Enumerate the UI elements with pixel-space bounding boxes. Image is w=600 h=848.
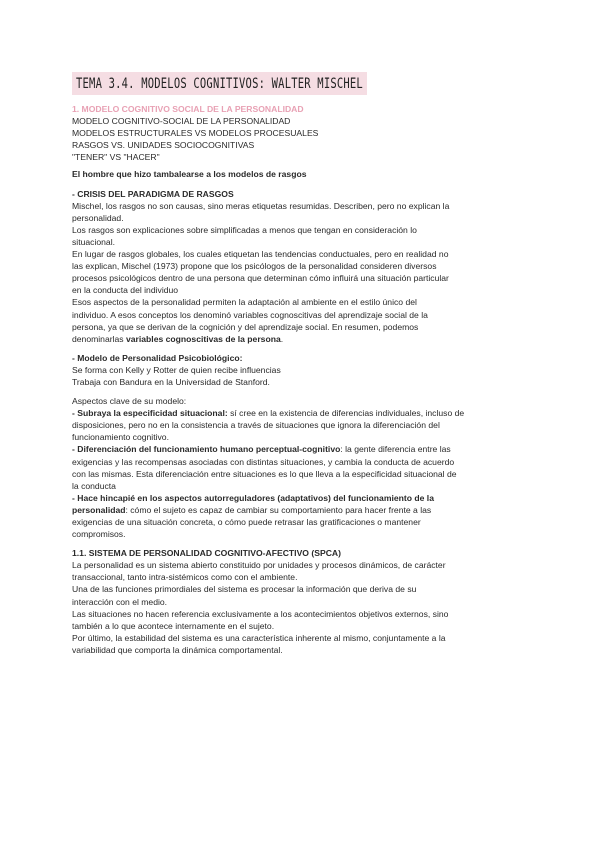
crisis-line: personalidad. — [72, 212, 124, 223]
crisis-text: denominarlas — [72, 333, 126, 344]
aspecto-text: sí cree en la existencia de diferencias individuales, incluso de — [227, 408, 465, 419]
aspecto-text: : cómo el sujeto es capaz de cambiar su comportamiento para hacer frente a las — [125, 504, 432, 515]
spca-line: variabilidad que comporta la dinámica comportamental. — [72, 644, 283, 655]
section-subtitle: El hombre que hizo tambalearse a los modelos de rasgos — [72, 169, 307, 180]
crisis-line — [72, 333, 527, 345]
aspectos-intro: Aspectos clave de su modelo: — [72, 396, 187, 407]
spca-line: transaccional, tanto intra-sistémicos como con el ambiente. — [72, 572, 298, 583]
aspecto-3-bold-term: personalidad — [72, 504, 126, 515]
section-heading-1: 1. MODELO COGNITIVO SOCIAL DE LA PERSONALIDAD — [72, 104, 304, 114]
aspecto-2 — [72, 443, 527, 455]
spca-line: Una de las funciones primordiales del sistema es procesar la información que deriva de su — [72, 584, 417, 595]
aspecto-line: disposiciones, pero no en la consistencia a través de situaciones que ignora la diferenciación del — [72, 420, 440, 431]
spca-line: Las situaciones no hacen referencia exclusivamente a los acontecimientos objetivos externos, sino — [72, 608, 449, 619]
s1-line: "TENER" VS "HACER" — [72, 152, 160, 163]
crisis-line: Esos aspectos de la personalidad permiten la adaptación al ambiente en el estilo único del — [72, 297, 417, 308]
modelo-line: Se forma con Kelly y Rotter de quien recibe influencias — [72, 364, 281, 375]
crisis-line: Mischel, los rasgos no son causas, sino meras etiquetas resumidas. Describen, pero no explican la — [72, 200, 450, 211]
page-title: TEMA 3.4. MODELOS COGNITIVOS: WALTER MISCHEL — [76, 75, 363, 93]
aspecto-line: exigencias de una situación concreta, o cómo puede retrasar las gratificaciones o mantener — [72, 517, 421, 527]
s1-line: RASGOS VS. UNIDADES SOCIOCOGNITIVAS — [72, 140, 255, 151]
title-highlight — [72, 72, 367, 95]
s1-line: MODELOS ESTRUCTURALES VS MODELOS PROCESUALES — [72, 128, 319, 139]
crisis-line: Los rasgos son explicaciones sobre simplificadas a menos que tengan en consideración lo — [72, 224, 417, 235]
spca-line: La personalidad es un sistema abierto constituido por unidades y procesos dinámicos, de carácter — [72, 560, 446, 571]
spca-line: también a lo que acontece internamente en el sujeto. — [72, 620, 275, 631]
aspecto-line: funcionamiento cognitivo. — [72, 432, 169, 443]
aspecto-1-bold: - Subraya la especificidad situacional: — [72, 408, 228, 419]
crisis-text: . — [280, 333, 284, 344]
crisis-line: persona, ya que se derivan de la cognición y del aprendizaje social. En resumen, podemos — [72, 321, 419, 332]
document-content — [72, 72, 527, 656]
aspecto-3 — [72, 504, 527, 516]
crisis-line: En lugar de rasgos globales, los cuales etiquetan las tendencias conductuales, pero en realidad no — [72, 249, 449, 260]
crisis-line: individuo. A esos conceptos los denominó variables cognoscitivas del aprendizaje social de la — [72, 309, 428, 320]
aspecto-3-bold: - Hace hincapié en los aspectos autorreguladores (adaptativos) del funcionamiento de la — [72, 492, 434, 503]
aspecto-line: la conducta — [72, 480, 116, 491]
spca-line: interacción con el medio. — [72, 596, 168, 607]
aspecto-1 — [72, 407, 527, 419]
modelo-heading: - Modelo de Personalidad Psicobiológico: — [72, 352, 243, 363]
spca-line: Por último, la estabilidad del sistema es una característica inherente al mismo, conjuntamente a la — [72, 632, 446, 643]
crisis-line: procesos psicológicos dentro de una persona que determinan cómo influirá una situación particular — [72, 273, 449, 284]
crisis-line: las explican, Mischel (1973) propone que los psicólogos de la personalidad consideren diversos — [72, 261, 437, 272]
crisis-line: en la conducta del individuo — [72, 285, 179, 296]
spca-heading: 1.1. SISTEMA DE PERSONALIDAD COGNITIVO-AFECTIVO (SPCA) — [72, 548, 341, 559]
aspecto-2-bold: - Diferenciación del funcionamiento humano perceptual-cognitivo — [72, 444, 341, 455]
crisis-heading: - CRISIS DEL PARADIGMA DE RASGOS — [72, 188, 234, 199]
crisis-bold-term: variables cognoscitivas de la persona — [125, 333, 281, 344]
modelo-line: Trabaja con Bandura en la Universidad de Stanford. — [72, 376, 270, 387]
aspecto-line: exigencias y las recompensas asociadas con distintas situaciones, y cambia la conducta de acuerdo — [72, 456, 455, 467]
s1-line: MODELO COGNITIVO-SOCIAL DE LA PERSONALIDAD — [72, 116, 291, 127]
aspecto-text: : la gente diferencia entre las — [340, 444, 451, 455]
aspecto-line: compromisos. — [72, 529, 126, 540]
aspecto-line: con las mismas. Esta diferenciación entre situaciones es lo que lleva a la especificidad situacional de — [72, 468, 457, 479]
crisis-line: situacional. — [72, 236, 115, 247]
